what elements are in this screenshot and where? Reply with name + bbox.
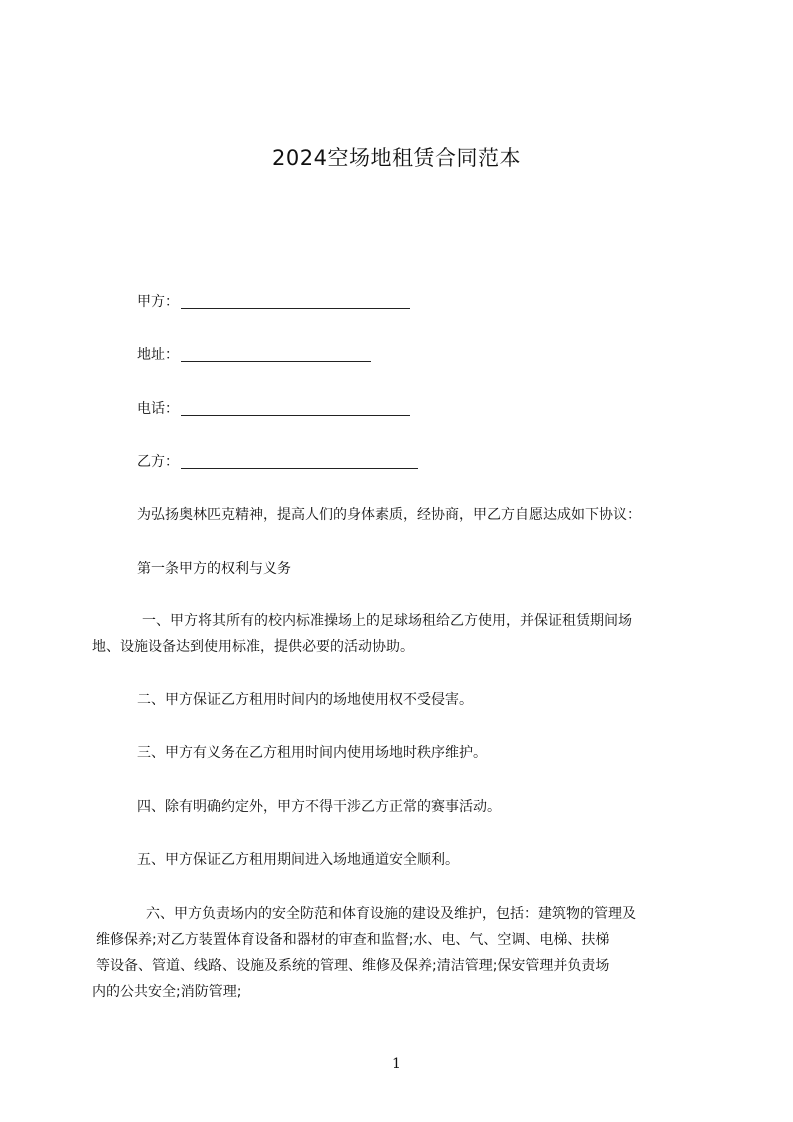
party-b-field xyxy=(137,452,418,472)
clause-6-line-4: 内的公共安全;消防管理; xyxy=(92,984,242,1000)
phone-label: 电话： xyxy=(137,401,179,417)
clause-1 xyxy=(92,611,632,663)
party-a-blank-line xyxy=(181,294,410,309)
clause-3: 三、甲方有义务在乙方租用时间内使用场地时秩序维护。 xyxy=(137,745,487,761)
address-field xyxy=(137,345,371,365)
clause-4: 四、除有明确约定外，甲方不得干涉乙方正常的赛事活动。 xyxy=(137,799,501,815)
address-label: 地址： xyxy=(137,347,179,363)
party-b-label: 乙方： xyxy=(137,454,179,470)
phone-field xyxy=(137,399,410,419)
clause-6-line-2: 维修保养;对乙方装置体育设备和器材的审查和监督;水、电、气、空调、电梯、扶梯 xyxy=(96,932,610,948)
clause-1-line-1: 一、甲方将其所有的校内标准操场上的足球场租给乙方使用，并保证租赁期间场 xyxy=(142,613,632,629)
clause-2: 二、甲方保证乙方租用时间内的场地使用权不受侵害。 xyxy=(137,692,473,708)
address-blank-line xyxy=(181,347,371,362)
party-a-field xyxy=(137,292,410,312)
clause-6-line-3: 等设备、管道、线路、设施及系统的管理、维修及保养;清洁管理;保安管理并负责场 xyxy=(96,958,610,974)
phone-blank-line xyxy=(181,401,410,416)
clause-6 xyxy=(92,904,636,1008)
document-title: 2024空场地租赁合同范本 xyxy=(272,146,521,170)
clause-5: 五、甲方保证乙方租用期间进入场地通道安全顺利。 xyxy=(137,852,459,868)
clause-6-line-1: 六、甲方负责场内的安全防范和体育设施的建设及维护，包括：建筑物的管理及 xyxy=(146,906,636,922)
page-number: 1 xyxy=(392,1056,401,1072)
intro-paragraph: 为弘扬奥林匹克精神，提高人们的身体素质，经协商，甲乙方自愿达成如下协议： xyxy=(137,507,641,523)
party-a-label: 甲方： xyxy=(137,294,179,310)
clause-1-line-2: 地、设施设备达到使用标准，提供必要的活动协助。 xyxy=(92,639,414,655)
article-1-heading: 第一条甲方的权利与义务 xyxy=(137,561,291,577)
party-b-blank-line xyxy=(181,454,418,469)
